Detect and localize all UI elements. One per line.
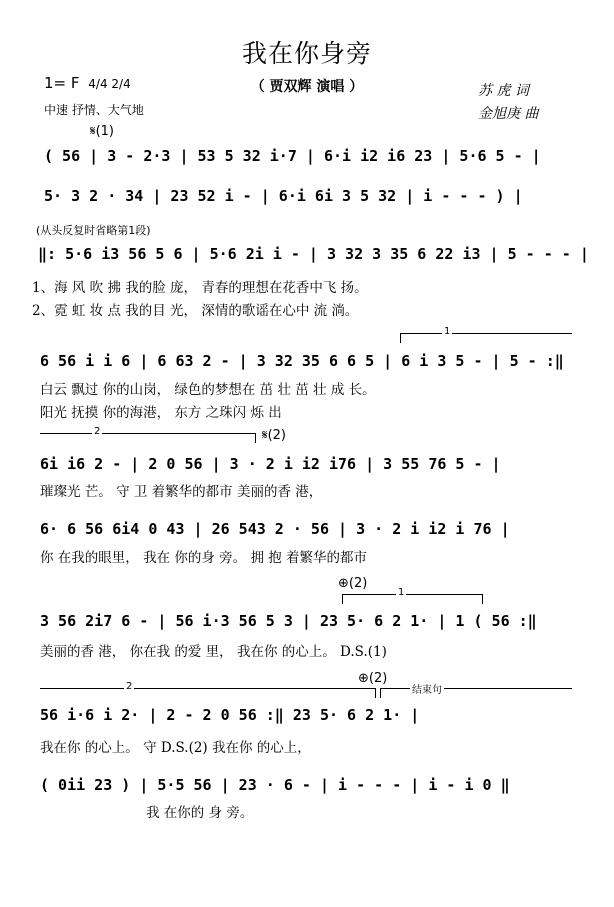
tempo-marking: 中速 抒情、大气地 — [44, 103, 144, 117]
song-title: 我在你身旁 — [241, 39, 372, 68]
lyric-line-7: 美丽的香 港， 你在我 的爱 里， 我在你 的心上。 D.S.(1) — [40, 644, 387, 660]
notation-line-7: 3 56 2i7 6 - | 56 i·3 56 5 3 | 23 5· 6 2 1· | 1 ( 56 :‖ — [40, 612, 537, 630]
lyric-line-5: 璀璨光 芒。 守 卫 着繁华的都市 美丽的香 港， — [40, 484, 323, 500]
notation-line-5: 6i i6 2 - | 2 0 56 | 3 · 2 i i2 i76 | 3 55 76 5 - | — [40, 455, 501, 473]
notation-line-4: 6 56 i i 6 | 6 63 2 - | 3 32 35 6 6 5 | 6 i 3 5 - | 5 - :‖ — [40, 352, 564, 370]
lyric-line-6: 你 在我的眼里， 我在 你的身 旁。 拥 抱 着繁华的都市 — [40, 550, 368, 566]
volta-bracket-3 — [342, 594, 482, 595]
ending-phrase-bracket — [380, 688, 572, 689]
notation-line-1: ( 56 | 3 - 2·3 | 53 5 32 i·7 | 6·i i2 i6 23 | 5·6 5 - | — [44, 147, 541, 165]
lyric-line-3: 白云 飘过 你的山岗， 绿色的梦想在 茁 壮 茁 壮 成 长。 — [40, 382, 376, 398]
ending-phrase-bracket-tick — [380, 688, 381, 698]
volta-bracket-4 — [40, 688, 375, 689]
volta-number-2: 2 — [94, 426, 101, 437]
composer-credit: 金旭庚 曲 — [478, 106, 539, 122]
volta-bracket-4-tick — [375, 688, 376, 698]
volta-bracket-1 — [400, 333, 572, 334]
volta-bracket-1-tick — [400, 333, 401, 343]
notation-line-2: 5· 3 2 · 34 | 23 52 i - | 6·i 6i 3 5 32 | i - - - ) | — [44, 187, 523, 205]
key-signature — [44, 74, 131, 92]
coda-sign-2: ⊕(2) — [358, 671, 388, 686]
segno-sign-1: 𝄋(1) — [90, 124, 115, 139]
lyric-line-4: 阳光 抚摸 你的海港， 东方 之珠闪 烁 出 — [40, 405, 282, 421]
volta-bracket-2-tick — [255, 433, 256, 443]
volta-bracket-2 — [40, 433, 255, 434]
notation-line-9: ( 0ii 23 ) | 5·5 56 | 23 · 6 - | i - - - | i - i 0 ‖ — [40, 776, 510, 794]
volta-number-1: 1 — [444, 326, 451, 337]
volta-number-3: 1 — [398, 587, 405, 598]
notation-line-8: 56 i·6 i 2· | 2 - 2 0 56 :‖ 23 5· 6 2 1· | — [40, 706, 420, 724]
lyric-line-1: 1、海 风 吹 拂 我的脸 庞， 青春的理想在花香中飞 扬。 — [32, 280, 368, 296]
lyric-line-8: 我在你 的心上。 守 D.S.(2) 我在你 的心上， — [40, 740, 311, 756]
performer-credit: （ 贾双辉 演唱 ） — [250, 79, 364, 95]
notation-line-6: 6· 6 56 6i4 0 43 | 26 543 2 · 56 | 3 · 2 i i2 i 76 | — [40, 520, 510, 538]
volta-bracket-3-tick — [342, 594, 343, 604]
key-label: 1= F — [44, 74, 80, 92]
coda-sign-1: ⊕(2) — [338, 576, 368, 591]
lyric-line-9: 我 在你的 身 旁。 — [146, 805, 254, 821]
time-signature: 4/4 2/4 — [88, 77, 131, 91]
lyric-line-2: 2、霓 虹 妆 点 我的目 光， 深情的歌谣在心中 流 淌。 — [32, 303, 359, 319]
segno-sign-2: 𝄋(2) — [262, 428, 287, 443]
ending-phrase-label: 结束句 — [410, 681, 444, 696]
volta-bracket-3-end-tick — [482, 594, 483, 604]
lyricist-credit: 苏 虎 词 — [478, 83, 529, 99]
notation-line-3: ‖: 5·6 i3 56 5 6 | 5·6 2i i - | 3 32 3 35 6 22 i3 | 5 - - - | — [38, 245, 589, 263]
volta-number-4: 2 — [126, 681, 133, 692]
repeat-instruction: (从头反复时省略第1段) — [36, 224, 151, 237]
